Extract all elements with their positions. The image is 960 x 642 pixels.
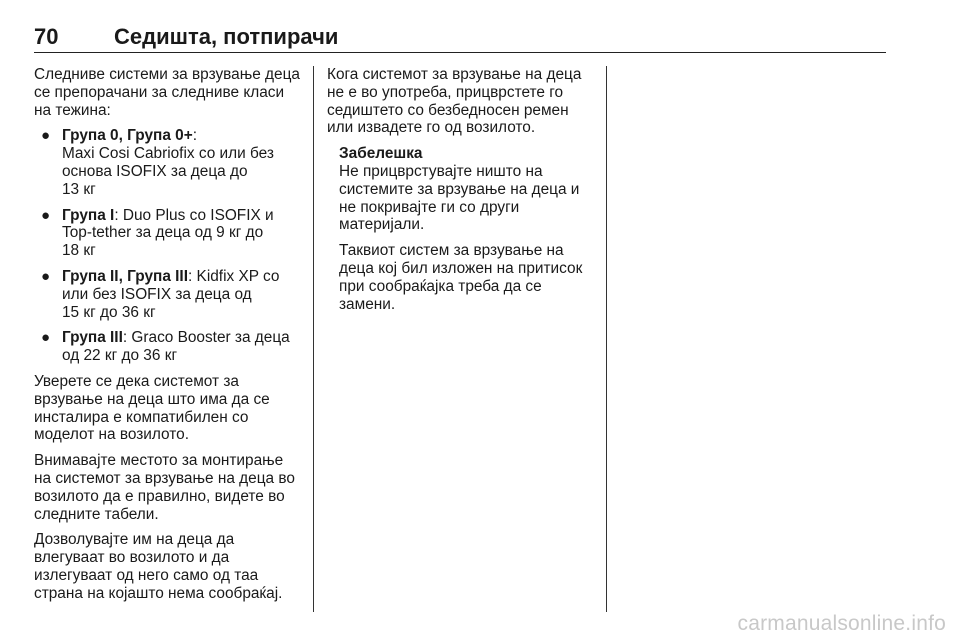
bullet-icon: ● [41, 127, 51, 145]
group-label: Група III [62, 329, 123, 347]
list-item [34, 268, 302, 321]
list-item [34, 127, 302, 198]
group-description: : Graco Booster за деца од 22 кг до 36 кг [62, 329, 290, 365]
weight-class-list [34, 127, 302, 365]
note-block [327, 145, 595, 313]
intro-paragraph: Следниве системи за врзување деца се препорачани за следниве класи на тежина: [34, 66, 300, 119]
list-item [34, 329, 302, 365]
group-description: : Kidfix XP со или без ISOFIX за деца од 15 кг до 36 кг [62, 267, 280, 321]
watermark-text: carmanualsonline.info [737, 612, 946, 635]
note-title: Забелешка [339, 145, 423, 163]
note-text: Таквиот систем за врзување на деца кој бил изложен на притисок при сообраќајка треба да се замени. [339, 242, 583, 313]
list-item [34, 207, 302, 260]
group-label: Група II, Група III [62, 267, 188, 285]
group-label: Група 0, Група 0+ [62, 127, 193, 145]
page-number: 70 [34, 24, 59, 49]
bullet-icon: ● [41, 206, 51, 224]
note-text: Не прицврстувајте ништо на системите за врзување на деца и не покривајте ги со други материјали. [339, 162, 580, 234]
traffic-side-paragraph: Дозволувајте им на деца да влегуваат во возилото и да излегуваат од него само од таа страна на којашто нема сообраќај. [34, 531, 283, 602]
bullet-icon: ● [41, 267, 51, 285]
group-label: Група I [62, 206, 115, 224]
column-middle [327, 66, 595, 321]
column-divider [313, 66, 314, 612]
bullet-icon: ● [41, 329, 51, 347]
compatibility-paragraph: Уверете се дека системот за врзување на деца што има да се инсталира е компатибилен со моделот на возилото. [34, 372, 270, 444]
column-left [34, 66, 302, 611]
page-title: Седишта, потпирачи [114, 24, 339, 49]
group-description: : Duo Plus со ISOFIX и Top-tether за деца од 9 кг до 18 кг [62, 206, 274, 260]
mounting-paragraph: Внимавајте местото за монтирање на системот за врзување на деца во возилото да е правилно, видете во следните табели. [34, 452, 295, 523]
group-description: : Maxi Cosi Cabriofix со или без основа ISOFIX за деца до 13 кг [62, 127, 274, 198]
column-divider [606, 66, 607, 612]
storage-paragraph: Кога системот за врзување на деца не е во употреба, прицврстете го седиштето со безбедносен ремен или извадете го од возилото. [327, 66, 582, 137]
page-header [34, 22, 886, 53]
